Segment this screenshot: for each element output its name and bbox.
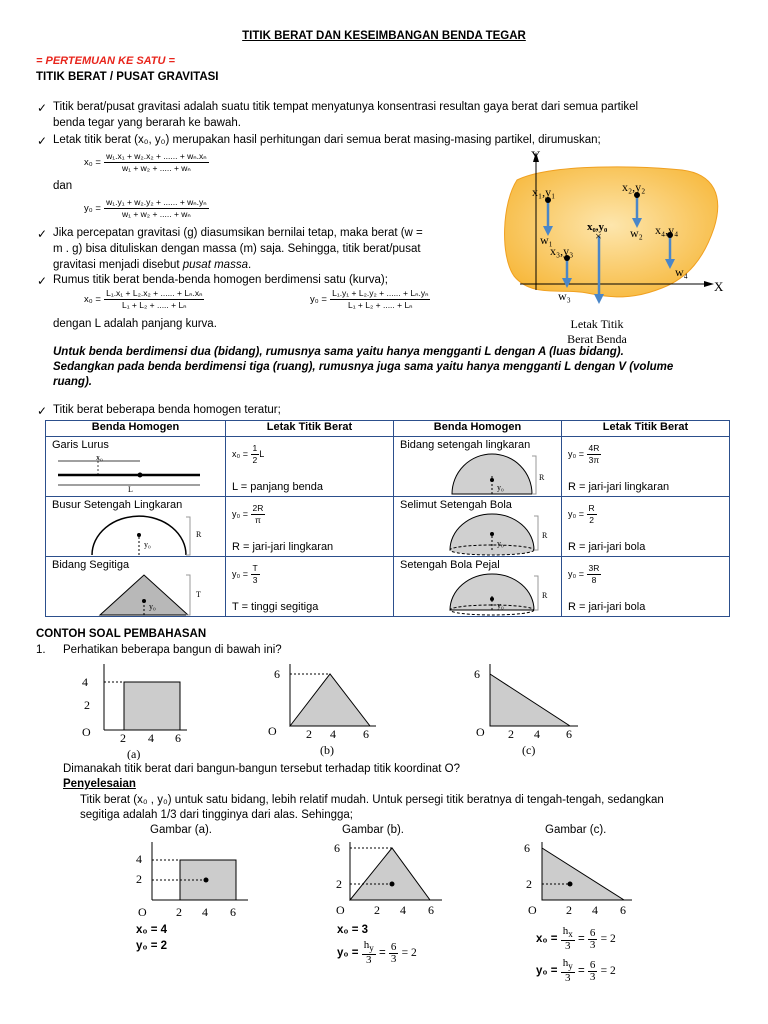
formula-xo: [84, 151, 209, 174]
bullet-2: Letak titik berat (x₀, y₀) merupakan hasil perhitungan dari semua berat masing-masing partikel, dirumuskan;: [53, 134, 601, 146]
solution-b-label: Gambar (b).: [342, 824, 404, 836]
solution-heading: Penyelesaian: [63, 778, 136, 790]
bullet-1-line1: Titik berat/pusat gravitasi adalah suatu titik tempat menyatunya konsentrasi resultan gaya berat dari semua partikel: [53, 101, 639, 113]
svg-text:R: R: [196, 530, 202, 539]
shape-name: Garis Lurus: [52, 439, 109, 451]
solution-c-x: x₀ = $\frac{h_x}{3}$ = $\frac{6}{3}$ = 2: [536, 925, 616, 953]
point-2-label: x₂,y₂: [622, 180, 646, 194]
straight-line-diagram: [50, 451, 220, 493]
svg-text:2: 2: [566, 903, 572, 917]
semicircle-arc-diagram: [86, 511, 226, 557]
svg-text:x₀: x₀: [96, 453, 103, 462]
check-icon: ✓: [37, 134, 48, 148]
solution-c-y: y₀ = $\frac{h_y}{3}$ = $\frac{6}{3}$ = 2: [536, 957, 616, 985]
check-icon: ✓: [37, 274, 48, 288]
figure-c: [470, 660, 600, 760]
svg-text:4: 4: [136, 852, 142, 866]
example-prompt: Dimanakah titik berat dari bangun-bangun tersebut terhadap titik koordinat O?: [63, 763, 460, 775]
figure-label: (a): [127, 747, 141, 760]
solid-hemisphere-diagram: [444, 572, 559, 616]
svg-text:6: 6: [230, 905, 236, 919]
table-row: [46, 497, 730, 557]
table-header: Benda Homogen: [394, 421, 562, 437]
bullet-1-line2: benda tegar yang berarah ke bawah.: [53, 117, 241, 129]
note-2d: Untuk benda berdimensi dua (bidang), rumusnya sama yaitu hanya mengganti L dengan A (luas bidang).: [53, 346, 624, 358]
solution-b-x: x₀ = 3: [337, 924, 369, 936]
svg-text:L: L: [128, 485, 133, 493]
svg-text:4: 4: [330, 727, 336, 741]
shape-name: Selimut Setengah Bola: [400, 499, 512, 511]
weight-3-label: w₃: [558, 289, 571, 303]
figure-label: (c): [522, 743, 536, 757]
svg-text:O: O: [82, 725, 91, 739]
shape-name: Busur Setengah Lingkaran: [52, 499, 183, 511]
formula-description: R = jari-jari bola: [568, 601, 646, 613]
formula-description: T = tinggi segitiga: [232, 601, 319, 613]
svg-text:6: 6: [175, 731, 181, 745]
hemisphere-shell-diagram: [444, 512, 559, 556]
solution-line1: Titik berat (x₀ , y₀) untuk satu bidang, lebih relatif mudah. Untuk persegi titik beratnya di tengah-tengah, sedangkan: [80, 794, 664, 806]
svg-text:2: 2: [306, 727, 312, 741]
svg-text:4: 4: [534, 727, 540, 741]
formula-description: L = panjang benda: [232, 481, 324, 493]
svg-text:4: 4: [148, 731, 154, 745]
formula-description: R = jari-jari lingkaran: [568, 481, 670, 493]
svg-text:2: 2: [508, 727, 514, 741]
centroid-formula: y₀ = $\frac{4R}{3\pi}$: [568, 443, 600, 465]
half-disc-diagram: [444, 452, 554, 496]
formula-description: R = jari-jari lingkaran: [232, 541, 334, 553]
note-3d-line2: ruang).: [53, 376, 92, 388]
figure-b: [268, 660, 398, 760]
weight-1-label: w₁: [540, 233, 553, 247]
svg-text:6: 6: [334, 841, 340, 855]
svg-text:4: 4: [592, 903, 598, 917]
formula-lhs: y₀ =: [84, 203, 101, 214]
svg-text:R: R: [542, 531, 548, 540]
table-header: Letak Titik Berat: [562, 421, 730, 437]
table-row: [46, 557, 730, 617]
svg-text:2: 2: [120, 731, 126, 745]
formula-numerator: w₁.y₁ + w₂.y₂ + ...... + wₙ.yₙ: [106, 197, 207, 207]
axis-y-label: Y: [531, 148, 541, 163]
point-3-label: x₃,y₃: [550, 244, 574, 258]
svg-text:2: 2: [84, 698, 90, 712]
center-of-gravity-figure: [492, 148, 740, 348]
solution-a-label: Gambar (a).: [150, 824, 212, 836]
point-4-label: x₄,y₄: [655, 223, 679, 237]
svg-text:2: 2: [336, 877, 342, 891]
figure-caption-2: Berat Benda: [567, 332, 627, 346]
dan-text: dan: [53, 180, 73, 192]
svg-text:R: R: [542, 591, 548, 600]
svg-text:2: 2: [176, 905, 182, 919]
bullet-3-line3: gravitasi menjadi disebut pusat massa.: [53, 259, 252, 271]
bullet-3-line2: m . g) bisa dituliskan dengan massa (m) saja. Sehingga, titik berat/pusat: [53, 243, 421, 255]
svg-text:R: R: [539, 473, 545, 482]
note-3d-line1: Sedangkan pada benda berdimensi tiga (ruang), rumusnya juga sama yaitu hanya mengganti L dengan V (volume: [53, 361, 674, 373]
svg-text:y₀: y₀: [497, 483, 504, 492]
section-heading: TITIK BERAT / PUSAT GRAVITASI: [36, 71, 219, 83]
svg-text:O: O: [268, 724, 277, 738]
svg-text:O: O: [476, 725, 485, 739]
formula-denominator: w₁ + w₂ + ..... + wₙ: [121, 163, 191, 173]
check-icon: ✓: [37, 404, 48, 418]
solution-figure-b: [330, 838, 460, 920]
figure-caption-1: Letak Titik: [570, 317, 624, 331]
solution-figure-a: [130, 838, 260, 920]
figure-a: [72, 660, 202, 760]
centroid-formula: y₀ = $\frac{T}{3}$: [232, 563, 258, 585]
triangle-diagram: [86, 571, 226, 617]
formula-description: R = jari-jari bola: [568, 541, 646, 553]
formula-curve-xo: x₀ = $\frac{\text{L₁.x₁ + L₂.x₂ + ...... + Lₙ.xₙ}}{\text{L₁ + L₂ + ..... + Lₙ}}$: [84, 288, 203, 310]
svg-text:y₀: y₀: [497, 539, 504, 548]
example-heading: CONTOH SOAL PEMBAHASAN: [36, 628, 207, 640]
svg-text:O: O: [528, 903, 537, 917]
svg-text:y₀: y₀: [497, 601, 504, 610]
formula-lhs: x₀ =: [84, 157, 101, 168]
solution-figure-c: [520, 838, 650, 920]
page-title: TITIK BERAT DAN KESEIMBANGAN BENDA TEGAR: [242, 30, 526, 42]
svg-text:×: ×: [595, 229, 602, 243]
svg-text:6: 6: [474, 667, 480, 681]
check-icon: ✓: [37, 227, 48, 241]
svg-text:O: O: [336, 903, 345, 917]
svg-text:2: 2: [136, 872, 142, 886]
meeting-label: = PERTEMUAN KE SATU =: [36, 55, 175, 67]
weight-4-label: w₄: [675, 265, 688, 279]
formula-yo: [84, 197, 209, 220]
centroid-formula: y₀ = $\frac{R}{2}$: [568, 503, 595, 525]
bullet-4: Rumus titik berat benda-benda homogen berdimensi satu (kurva);: [53, 274, 388, 286]
svg-text:y₀: y₀: [149, 602, 156, 611]
svg-text:y₀: y₀: [144, 540, 151, 549]
solution-c-label: Gambar (c).: [545, 824, 607, 836]
axis-x-label: X: [714, 279, 724, 294]
example-question: Perhatikan beberapa bangun di bawah ini?: [63, 644, 282, 656]
solution-line2: segitiga adalah 1/3 dari tingginya dari alas. Sehingga;: [80, 809, 353, 821]
centroid-formula: y₀ = $\frac{3R}{8}$: [568, 563, 600, 585]
svg-text:6: 6: [428, 903, 434, 917]
curve-note: dengan L adalah panjang kurva.: [53, 318, 217, 330]
bullet-5: Titik berat beberapa benda homogen teratur;: [53, 404, 281, 416]
solution-a-y: y₀ = 2: [136, 940, 168, 952]
svg-text:4: 4: [400, 903, 406, 917]
shape-name: Setengah Bola Pejal: [400, 559, 500, 571]
weight-2-label: w₂: [630, 226, 643, 240]
svg-text:T: T: [196, 590, 201, 599]
svg-text:6: 6: [524, 841, 530, 855]
centroid-formula: x₀ = $\frac{1}{2}$ L: [232, 443, 265, 465]
centroid-formula: y₀ = $\frac{2R}{\pi}$: [232, 503, 264, 525]
svg-text:4: 4: [82, 675, 88, 689]
figure-label: (b): [320, 743, 334, 757]
solution-b-y: y₀ = $\frac{h_y}{3}$ = $\frac{6}{3}$ = 2: [337, 939, 417, 967]
shape-name: Bidang setengah lingkaran: [400, 439, 531, 451]
point-1-label: x₁,y₁: [532, 185, 556, 199]
solution-a-x: x₀ = 4: [136, 924, 168, 936]
svg-text:2: 2: [374, 903, 380, 917]
table-header: Benda Homogen: [46, 421, 226, 437]
point-o-label: x₀,y₀: [587, 221, 608, 233]
formula-curve-yo: y₀ = $\frac{\text{L₁.y₁ + L₂.y₂ + ...... + Lₙ.yₙ}}{\text{L₁ + L₂ + ..... + Lₙ}}$: [310, 288, 429, 310]
table-header: Letak Titik Berat: [226, 421, 394, 437]
bullet-3-line1: Jika percepatan gravitasi (g) diasumsikan bernilai tetap, maka berat (w =: [53, 227, 423, 239]
shape-name: Bidang Segitiga: [52, 559, 130, 571]
formula-numerator: w₁.x₁ + w₂.x₂ + ...... + wₙ.xₙ: [106, 151, 207, 161]
table-row: [46, 437, 730, 497]
svg-text:6: 6: [363, 727, 369, 741]
check-icon: ✓: [37, 101, 48, 115]
svg-text:6: 6: [274, 667, 280, 681]
svg-text:O: O: [138, 905, 147, 919]
svg-text:4: 4: [202, 905, 208, 919]
svg-text:2: 2: [526, 877, 532, 891]
formula-denominator: w₁ + w₂ + ..... + wₙ: [121, 209, 191, 219]
example-number: 1.: [36, 644, 46, 656]
centroid-table: [45, 420, 730, 617]
svg-text:6: 6: [620, 903, 626, 917]
svg-text:6: 6: [566, 727, 572, 741]
